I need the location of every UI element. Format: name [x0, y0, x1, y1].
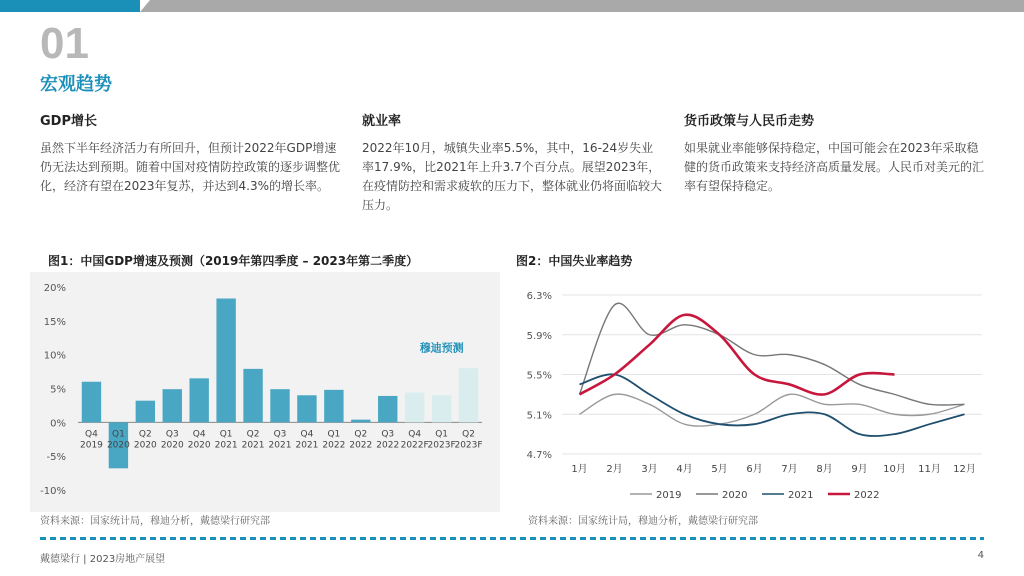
x-tick-label: 2020	[133, 440, 157, 451]
column-text: 如果就业率能够保持稳定，中国可能会在2023年采取稳健的货币政策来支持经济高质量发展。人民币对美元的汇率有望保持稳定。	[684, 141, 985, 193]
y-tick-label: -10%	[40, 486, 66, 497]
y-tick-label: 20%	[43, 283, 66, 294]
footer-text: 戴德梁行 | 2023房地产展望	[40, 554, 166, 565]
column-heading: GDP增长	[40, 114, 97, 129]
x-tick-label: Q4	[300, 429, 314, 440]
x-tick-label: 4月	[676, 464, 693, 475]
x-tick-label: 2020	[187, 440, 211, 451]
legend-label-2022: 2022	[854, 490, 880, 501]
unemployment-line-chart	[520, 272, 990, 512]
x-tick-label: 2020	[160, 440, 184, 451]
x-tick-label: Q3	[381, 429, 395, 440]
x-tick-label: 2023F	[454, 440, 483, 451]
x-tick-label: Q2	[246, 429, 260, 440]
chart1-title: 图1：中国GDP增速及预测（2019年第四季度 – 2023年第二季度）	[48, 254, 419, 268]
column-gdp	[40, 110, 340, 196]
x-tick-label: 6月	[746, 464, 763, 475]
x-tick-label: 8月	[816, 464, 833, 475]
footer-divider	[40, 537, 984, 540]
legend-label-2019: 2019	[656, 490, 682, 501]
bar-Q3-2022	[378, 396, 397, 422]
x-tick-label: 7月	[781, 464, 798, 475]
x-tick-label: 2022	[349, 440, 373, 451]
column-text: 虽然下半年经济活力有所回升，但预计2022年GDP增速仍无法达到预期。随着中国对疫情防控政策的逐步调整优化，经济有望在2023年复苏，并达到4.3%的增长率。	[40, 141, 341, 193]
gdp-bar-chart	[30, 272, 500, 512]
series-line-2021	[580, 374, 965, 436]
bar-Q4-2019	[82, 382, 101, 423]
bar-Q1-2023F	[432, 395, 451, 422]
bar-Q4-2022F	[405, 393, 424, 423]
x-tick-label: 2022	[322, 440, 346, 451]
bar-Q1-2021	[216, 299, 235, 423]
bar-Q4-2020	[190, 378, 209, 422]
x-tick-label: 3月	[641, 464, 658, 475]
x-tick-label: Q4	[408, 429, 422, 440]
bar-Q3-2020	[163, 389, 182, 422]
chart2-title: 图2：中国失业率趋势	[516, 254, 633, 268]
x-tick-label: 2023F	[427, 440, 456, 451]
x-tick-label: 12月	[953, 464, 976, 475]
y-tick-label: 10%	[43, 350, 66, 362]
x-tick-label: 2021	[241, 440, 265, 451]
x-tick-label: Q4	[192, 429, 206, 440]
x-tick-label: 5月	[711, 464, 728, 475]
section-number: 01	[40, 19, 89, 68]
x-tick-label: 2021	[295, 440, 319, 451]
x-tick-label: Q2	[138, 429, 152, 440]
column-heading: 货币政策与人民币走势	[684, 114, 815, 129]
column-heading: 就业率	[362, 114, 402, 129]
column-monetary	[684, 110, 984, 196]
x-tick-label: Q3	[273, 429, 287, 440]
x-tick-label: Q1	[111, 429, 125, 440]
x-tick-label: Q2	[462, 429, 475, 440]
y-tick-label: 5.9%	[526, 330, 552, 342]
column-employment	[362, 110, 662, 215]
bar-Q2-2022	[351, 420, 370, 423]
legend-label-2021: 2021	[788, 490, 814, 501]
bar-Q1-2022	[324, 390, 343, 422]
x-tick-label: Q1	[219, 429, 233, 440]
y-tick-label: -5%	[46, 452, 66, 464]
x-tick-label: 10月	[883, 464, 906, 475]
x-tick-label: 2021	[214, 440, 238, 451]
page-number: 4	[977, 550, 984, 561]
x-tick-label: 2021	[268, 440, 292, 451]
legend-label-2020: 2020	[722, 490, 748, 501]
x-tick-label: 2019	[80, 440, 103, 451]
x-tick-label: Q1	[327, 429, 341, 440]
y-tick-label: 5.5%	[526, 370, 552, 382]
x-tick-label: Q1	[435, 429, 449, 440]
bar-Q4-2021	[297, 395, 316, 422]
top-accent-bar	[0, 0, 1024, 12]
forecast-annotation: 穆迪预测	[419, 341, 464, 355]
x-tick-label: 1月	[571, 464, 588, 475]
y-tick-label: 0%	[50, 418, 66, 430]
series-line-2022	[580, 315, 895, 395]
y-tick-label: 4.7%	[526, 450, 552, 461]
chart2-source: 资料来源：国家统计局，穆迪分析，戴德梁行研究部	[528, 516, 758, 527]
x-tick-label: 2022	[376, 440, 400, 451]
x-tick-label: 9月	[851, 464, 868, 475]
x-tick-label: Q4	[85, 429, 98, 440]
y-tick-label: 5.1%	[526, 410, 552, 422]
bar-Q2-2020	[136, 401, 155, 423]
column-text: 2022年10月，城镇失业率5.5%，其中，16-24岁失业率17.9%，比2021年上升3.7个百分点。展望2023年，在疫情防控和需求疲软的压力下，整体就业仍将面临较大压力。	[362, 141, 663, 212]
x-tick-label: Q3	[165, 429, 179, 440]
y-tick-label: 5%	[50, 384, 66, 396]
bar-Q2-2021	[243, 369, 262, 422]
x-tick-label: 2月	[606, 464, 623, 475]
y-tick-label: 15%	[43, 316, 66, 328]
x-tick-label: 11月	[918, 464, 941, 475]
x-tick-label: 2022F	[400, 440, 429, 451]
bar-Q3-2021	[270, 389, 289, 422]
x-tick-label: Q2	[354, 429, 368, 440]
section-title: 宏观趋势	[40, 74, 112, 95]
y-tick-label: 6.3%	[526, 291, 552, 302]
chart1-source: 资料来源：国家统计局，穆迪分析，戴德梁行研究部	[40, 516, 270, 527]
x-tick-label: 2020	[106, 440, 130, 451]
bar-Q2-2023F	[459, 368, 478, 422]
